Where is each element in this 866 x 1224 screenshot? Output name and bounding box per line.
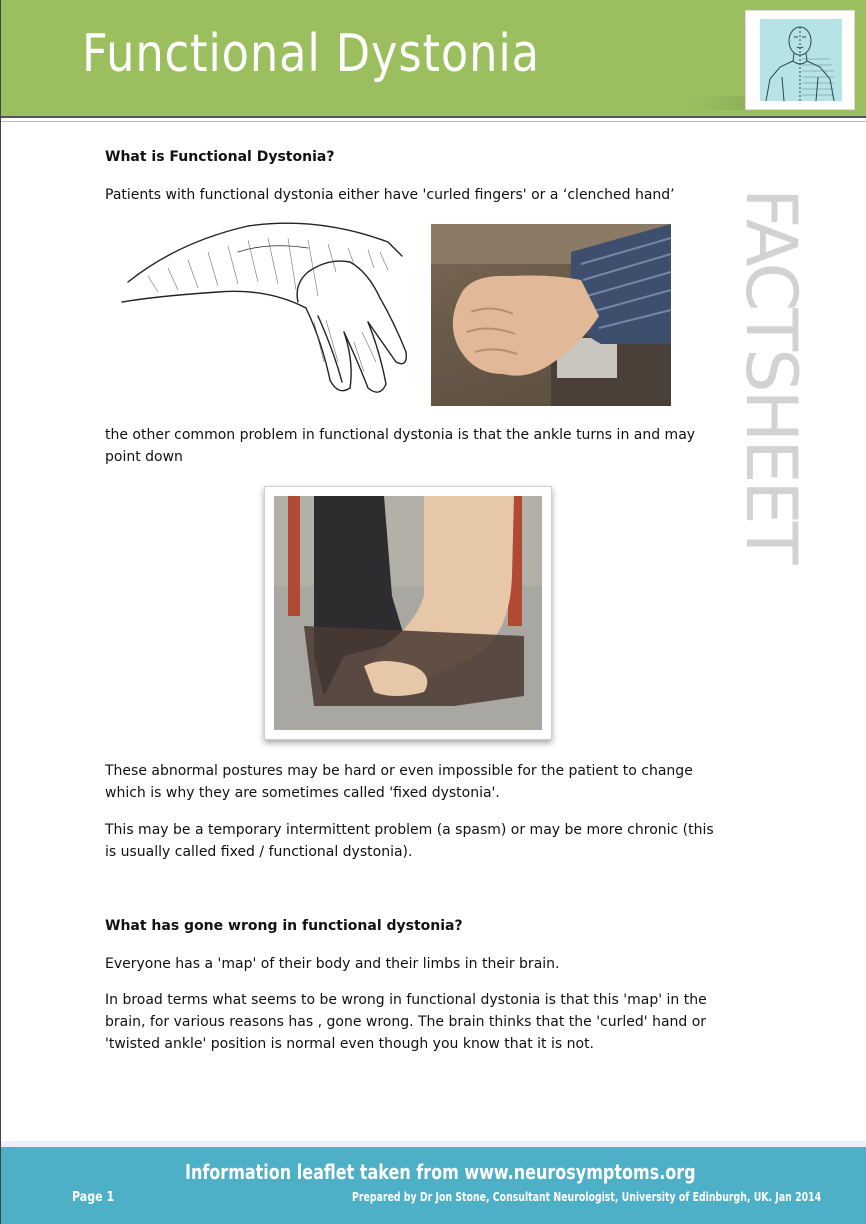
human-figure-icon: [760, 19, 842, 101]
clenched-hand-photo: [431, 224, 671, 406]
twisted-ankle-photo-frame: [264, 486, 552, 740]
logo-figure-image: [745, 10, 855, 110]
page-title: Functional Dystonia: [82, 24, 540, 84]
page-number: Page 1: [72, 1190, 115, 1205]
twisted-ankle-photo: [274, 496, 542, 730]
broad-terms-paragraph: In broad terms what seems to be wrong in functional dystonia is that this 'map' in the brain, for various reasons has , gone wrong. The brain thinks that the 'curled' hand or 'twisted ankle' position is normal even though you know that it is not.: [105, 992, 707, 1052]
header-divider: [1, 116, 866, 118]
ankle-paragraph: the other common problem in functional dystonia is that the ankle turns in and may point down: [105, 427, 696, 465]
footer-banner: [1, 1147, 866, 1224]
section-heading-what-is: What is Functional Dystonia?: [105, 149, 335, 165]
postures-paragraph: These abnormal postures may be hard or even impossible for the patient to change which is why they are sometimes called 'fixed dystonia'.: [105, 763, 693, 801]
chronic-paragraph: This may be a temporary intermittent problem (a spasm) or may be more chronic (this is usually called fixed / functional dystonia).: [105, 822, 714, 860]
map-paragraph: Everyone has a 'map' of their body and their limbs in their brain.: [105, 956, 560, 972]
section-heading-what-went-wrong: What has gone wrong in functional dystonia?: [105, 918, 463, 934]
prepared-by: Prepared by Dr Jon Stone, Consultant Neurologist, University of Edinburgh, UK. Jan 2014: [352, 1190, 822, 1204]
factsheet-text: FACTSHEET: [730, 188, 812, 562]
footer-source: Information leaflet taken from www.neurosymptoms.org: [185, 1160, 696, 1184]
header-divider-thin: [1, 121, 866, 122]
factsheet-side-label: [730, 188, 820, 668]
page-border: [0, 0, 1, 1224]
curled-fingers-drawing: [118, 212, 410, 402]
intro-paragraph: Patients with functional dystonia either have 'curled fingers' or a ‘clenched hand’: [105, 187, 675, 203]
